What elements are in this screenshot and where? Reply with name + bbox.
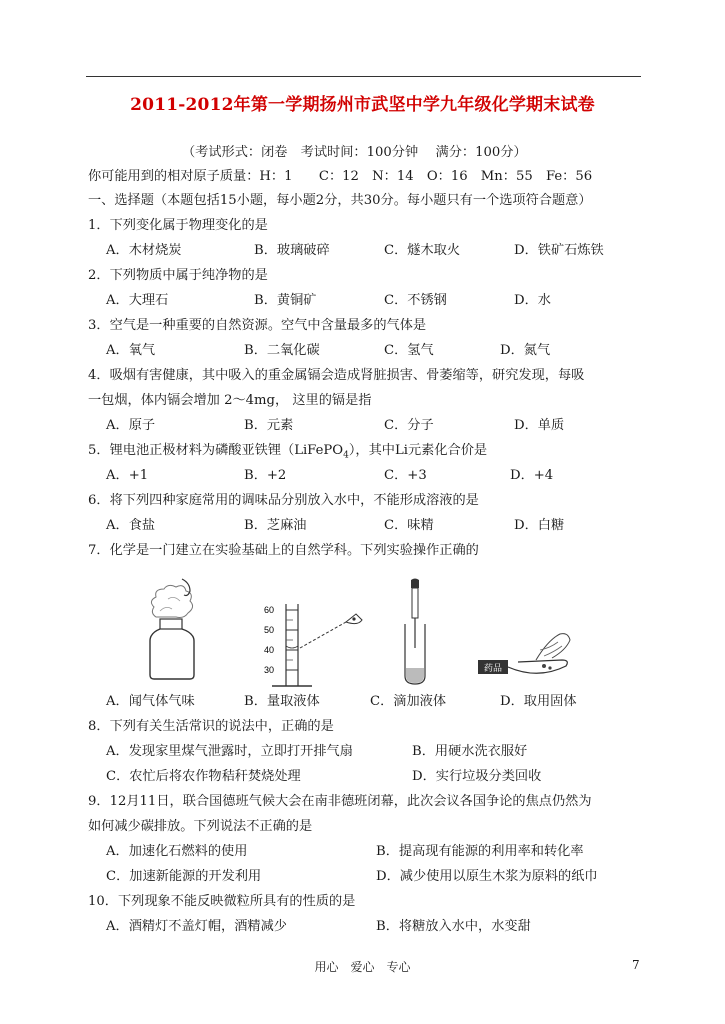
question-stem: 9．12月11日，联合国德班气候大会在南非德班闭幕，此次会议各国争论的焦点仍然为 bbox=[88, 794, 592, 809]
header-rule bbox=[86, 76, 641, 77]
option-b: B．芝麻油 bbox=[244, 518, 307, 533]
option-b: B．+2 bbox=[244, 468, 287, 483]
dropper-figure bbox=[400, 578, 430, 688]
option-d: D．实行垃圾分类回收 bbox=[412, 769, 542, 784]
option-b: B．将糖放入水中，水变甜 bbox=[376, 919, 531, 934]
option-d: D．减少使用以原生木浆为原料的纸巾 bbox=[376, 869, 598, 884]
option-a: A．酒精灯不盖灯帽，酒精减少 bbox=[106, 919, 287, 934]
option-c: C．分子 bbox=[384, 418, 434, 433]
footer-motto: 用心 爱心 专心 bbox=[314, 960, 411, 974]
question-stem: 8．下列有关生活常识的说法中，正确的是 bbox=[88, 719, 334, 734]
option-b: B．用硬水洗衣服好 bbox=[412, 744, 528, 759]
option-c: C．氢气 bbox=[384, 343, 434, 358]
option-d: D．单质 bbox=[514, 418, 565, 433]
question-stem: 10．下列现象不能反映微粒所具有的性质的是 bbox=[88, 894, 356, 909]
option-d: D．取用固体 bbox=[500, 694, 577, 709]
taking-solid-figure bbox=[478, 620, 578, 690]
option-a: A．原子 bbox=[106, 418, 156, 433]
question-stem-continued: 如何减少碳排放。下列说法不正确的是 bbox=[88, 819, 313, 834]
option-d: D．白糖 bbox=[514, 518, 565, 533]
option-a: A．木材烧炭 bbox=[106, 243, 182, 258]
option-b: B．玻璃破碎 bbox=[254, 243, 330, 258]
option-c: C．燧木取火 bbox=[384, 243, 461, 258]
stem-text: 5．锂电池正极材料为磷酸亚铁锂（LiFePO bbox=[88, 443, 344, 458]
option-c: C．不锈钢 bbox=[384, 293, 447, 308]
option-c: C．加速新能源的开发利用 bbox=[106, 869, 262, 884]
option-a: A．加速化石燃料的使用 bbox=[106, 844, 248, 859]
question-stem: 6．将下列四种家庭常用的调味品分别放入水中，不能形成溶液的是 bbox=[88, 493, 479, 508]
option-b: B．黄铜矿 bbox=[254, 293, 317, 308]
option-b: B．提高现有能源的利用率和转化率 bbox=[376, 844, 584, 859]
option-a: A．发现家里煤气泄露时，立即打开排气扇 bbox=[106, 744, 353, 759]
stem-text: ），其中Li元素化合价是 bbox=[348, 443, 488, 458]
option-a: A．食盐 bbox=[106, 518, 156, 533]
tick-label: 30 bbox=[264, 665, 275, 675]
option-c: C．农忙后将农作物秸秆焚烧处理 bbox=[106, 769, 301, 784]
option-b: B．二氧化碳 bbox=[244, 343, 320, 358]
option-a: A．闻气体气味 bbox=[106, 694, 195, 709]
question-stem bbox=[88, 443, 487, 464]
atomic-masses: 你可能用到的相对原子质量：H：1 C：12 N：14 O：16 Mn：55 Fe：56 bbox=[88, 169, 593, 184]
reagent-label: 药品 bbox=[483, 664, 503, 674]
option-d: D．+4 bbox=[510, 468, 554, 483]
option-c: C．滴加液体 bbox=[370, 694, 447, 709]
subscript: 4 bbox=[343, 450, 349, 461]
tick-label: 60 bbox=[264, 605, 275, 615]
option-a: A．氧气 bbox=[106, 343, 156, 358]
option-a: A．大理石 bbox=[106, 293, 169, 308]
option-d: D．铁矿石炼铁 bbox=[514, 243, 604, 258]
exam-title: 2011-2012年第一学期扬州市武坚中学九年级化学期末试卷 bbox=[130, 95, 595, 115]
question-stem-continued: 一包烟，体内镉会增加 2～4mg， 这里的镉是指 bbox=[88, 393, 372, 408]
option-a: A．+1 bbox=[106, 468, 149, 483]
question-stem: 7．化学是一门建立在实验基础上的自然学科。下列实验操作正确的 bbox=[88, 543, 479, 558]
smelling-gas-figure bbox=[138, 575, 208, 685]
tick-label: 40 bbox=[264, 645, 275, 655]
question-stem: 3．空气是一种重要的自然资源。空气中含量最多的气体是 bbox=[88, 318, 427, 333]
option-d: D．氮气 bbox=[500, 343, 551, 358]
graduated-cylinder-figure bbox=[262, 600, 372, 690]
question-stem: 2．下列物质中属于纯净物的是 bbox=[88, 268, 268, 283]
exam-info: （考试形式：闭卷 考试时间：100分钟 满分：100分） bbox=[182, 145, 527, 160]
tick-label: 50 bbox=[264, 625, 275, 635]
page-number: 7 bbox=[632, 958, 640, 972]
section-heading: 一、选择题（本题包括15小题，每小题2分，共30分。每小题只有一个选项符合题意） bbox=[88, 193, 592, 208]
question-stem: 1．下列变化属于物理变化的是 bbox=[88, 218, 268, 233]
option-b: B．元素 bbox=[244, 418, 294, 433]
option-b: B．量取液体 bbox=[244, 694, 320, 709]
option-c: C．+3 bbox=[384, 468, 427, 483]
question-stem: 4．吸烟有害健康，其中吸入的重金属镉会造成肾脏损害、骨萎缩等，研究发现，每吸 bbox=[88, 368, 585, 383]
option-c: C．味精 bbox=[384, 518, 434, 533]
option-d: D．水 bbox=[514, 293, 551, 308]
